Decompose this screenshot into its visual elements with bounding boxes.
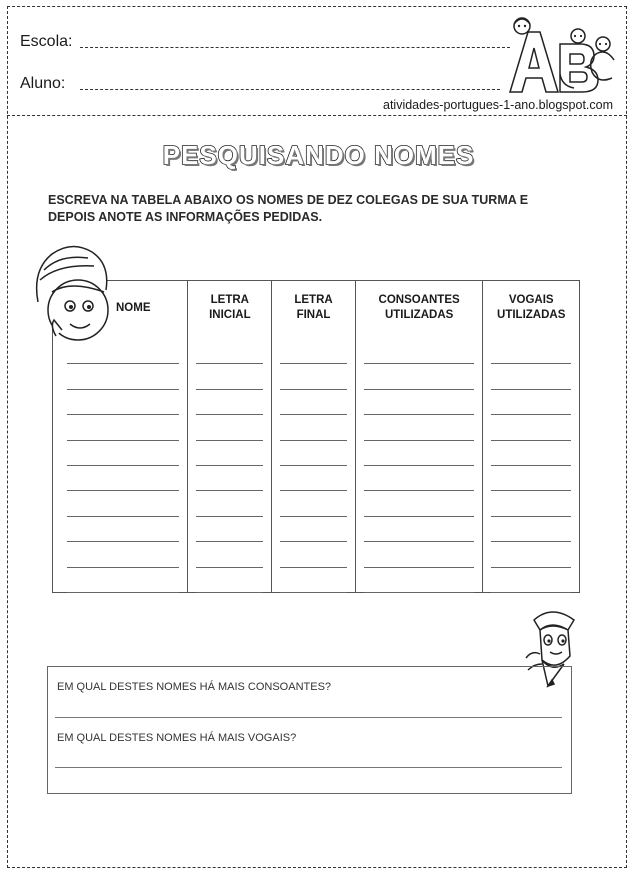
answer-line-consoantes[interactable] bbox=[55, 717, 562, 718]
school-field[interactable] bbox=[80, 47, 510, 48]
answer-rows[interactable] bbox=[196, 339, 263, 593]
page-title: PESQUISANDO NOMES bbox=[162, 140, 475, 170]
abc-letters-kids-icon bbox=[500, 14, 620, 100]
student-label: Aluno: bbox=[20, 75, 66, 92]
column-header: LETRA FINAL bbox=[294, 294, 333, 321]
question-vogais: EM QUAL DESTES NOMES HÁ MAIS VOGAIS? bbox=[57, 732, 297, 744]
column-consoantes bbox=[356, 281, 484, 592]
answer-rows[interactable] bbox=[491, 339, 571, 593]
instructions: ESCREVA NA TABELA ABAIXO OS NOMES DE DEZ COLEGAS DE SUA TURMA E DEPOIS ANOTE AS INFORMAÇÕES PEDIDAS. bbox=[48, 193, 529, 224]
questions-box bbox=[47, 666, 572, 794]
column-header: NOME bbox=[115, 302, 151, 314]
answer-rows[interactable] bbox=[364, 339, 475, 593]
blog-url: atividades-portugues-1-ano.blogspot.com bbox=[383, 98, 613, 112]
names-table bbox=[52, 280, 580, 593]
answer-line-vogais[interactable] bbox=[55, 767, 562, 768]
student-field[interactable] bbox=[80, 89, 500, 90]
column-letra-final bbox=[272, 281, 356, 592]
answer-rows[interactable] bbox=[67, 339, 179, 593]
column-header: CONSOANTES UTILIZADAS bbox=[378, 294, 460, 321]
answer-rows[interactable] bbox=[280, 339, 347, 593]
column-header: LETRA INICIAL bbox=[209, 294, 251, 321]
girl-pointing-icon bbox=[30, 240, 120, 350]
header-divider bbox=[7, 115, 627, 116]
column-vogais bbox=[483, 281, 579, 592]
question-consoantes: EM QUAL DESTES NOMES HÁ MAIS CONSOANTES? bbox=[57, 681, 332, 693]
column-letra-inicial bbox=[188, 281, 272, 592]
school-label: Escola: bbox=[20, 33, 73, 50]
column-header: VOGAIS UTILIZADAS bbox=[497, 294, 566, 321]
